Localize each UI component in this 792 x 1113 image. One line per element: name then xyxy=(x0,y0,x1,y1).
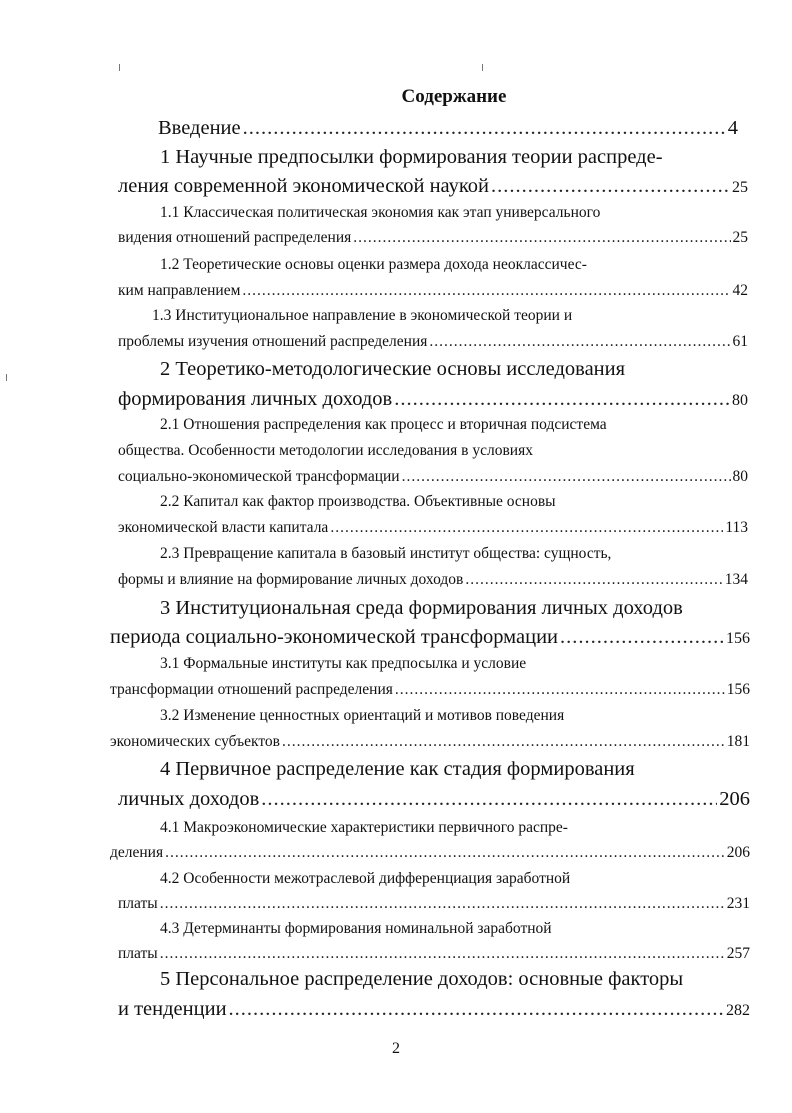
toc-entry-title: проблемы изучения отношений распределения xyxy=(118,333,428,350)
toc-entry-title: периода социально-экономической трансформации xyxy=(110,626,559,648)
toc-entry-title: ким направлением xyxy=(118,282,241,299)
toc-entry-title: общества. Особенности методологии исследования в условиях xyxy=(118,442,533,459)
toc-entry-title: видения отношений распределения xyxy=(118,229,352,246)
dot-leader xyxy=(243,118,726,139)
dot-leader xyxy=(160,896,725,912)
toc-page-number: 156 xyxy=(726,630,750,647)
toc-entry-title: 3.1 Формальные институты как предпосылка и условие xyxy=(160,655,527,672)
toc-entry-title: экономических субъектов xyxy=(110,733,280,750)
toc-entry-title: 3 Институциональная среда формирования личных доходов xyxy=(160,597,683,619)
toc-entry-title: 4 Первичное распределение как стадия формирования xyxy=(160,758,635,780)
dot-leader xyxy=(160,946,725,962)
page-number: 2 xyxy=(392,1040,400,1057)
toc-entry-title: Введение xyxy=(158,117,241,139)
toc-page-number: 25 xyxy=(732,229,748,246)
toc-entry-title: 2 Теоретико-методологические основы исследования xyxy=(160,358,626,380)
toc-page-number: 25 xyxy=(732,179,748,196)
toc-entry-title: 1.2 Теоретические основы оценки размера дохода неоклассичес- xyxy=(160,256,587,273)
toc-page-number: 113 xyxy=(725,519,748,536)
toc-entry-title: социально-экономической трансформации xyxy=(118,468,400,485)
dot-leader xyxy=(429,334,730,350)
toc-entry-title: 1.1 Классическая политическая экономия как этап универсального xyxy=(160,204,601,221)
dot-leader xyxy=(242,283,730,299)
dot-leader xyxy=(465,572,722,588)
toc-page-number: 257 xyxy=(726,945,750,962)
toc-page-number: 206 xyxy=(719,788,750,810)
toc-entry-title: трансформации отношений распределения xyxy=(110,681,393,698)
dot-leader xyxy=(560,627,724,648)
dot-leader xyxy=(330,520,723,536)
toc-page-number: 156 xyxy=(726,681,750,698)
toc-entry-title: платы xyxy=(118,895,158,912)
dot-leader xyxy=(491,176,730,197)
dot-leader xyxy=(261,789,717,810)
toc-entry-title: формы и влияние на формирование личных доходов xyxy=(118,571,464,588)
toc-page-number: 231 xyxy=(726,895,750,912)
toc-page-number: 80 xyxy=(732,468,748,485)
dot-leader xyxy=(165,845,725,861)
toc-entry-title: деления xyxy=(110,844,164,861)
dot-leader xyxy=(402,469,731,485)
toc-entry-title: 4.1 Макроэкономические характеристики первичного распре- xyxy=(160,819,568,836)
toc-page-number: 181 xyxy=(726,733,750,750)
dot-leader xyxy=(394,389,730,410)
toc-entry-title: и тенденции xyxy=(118,998,227,1020)
toc-entry-title: ления современной экономической наукой xyxy=(118,175,490,197)
toc-entry-title: 2.1 Отношения распределения как процесс и вторичная подсистема xyxy=(160,416,607,433)
toc-entry-title: 5 Персональное распределение доходов: основные факторы xyxy=(160,968,684,990)
toc-entry-title: 1 Научные предпосылки формирования теории распреде- xyxy=(160,146,663,168)
toc-entry-title: 4.2 Особенности межотраслевой дифференциация заработной xyxy=(160,870,571,887)
toc-entry-title: 3.2 Изменение ценностных ориентаций и мотивов поведения xyxy=(160,707,565,724)
toc-entry-title: 1.3 Институциональное направление в экономической теории и xyxy=(152,307,573,324)
toc-entry-title: 2.3 Превращение капитала в базовый институт общества: сущность, xyxy=(160,545,612,562)
dot-leader xyxy=(353,230,730,246)
toc-page-number: 206 xyxy=(726,844,750,861)
dot-leader xyxy=(229,999,724,1020)
toc-entry-title: 4.3 Детерминанты формирования номинальной заработной xyxy=(160,920,552,937)
toc-entry-title: экономической власти капитала xyxy=(118,519,329,536)
toc-page-number: 4 xyxy=(727,117,738,139)
toc-entry-title: личных доходов xyxy=(118,788,260,810)
toc-entry-title: 2.2 Капитал как фактор производства. Объективные основы xyxy=(160,493,556,510)
toc-page-number: 42 xyxy=(732,282,748,299)
page-title: Содержание xyxy=(401,86,507,107)
dot-leader xyxy=(395,682,725,698)
toc-entry-title: формирования личных доходов xyxy=(118,388,393,410)
toc-page-number: 282 xyxy=(726,1002,750,1019)
toc-entry-title: платы xyxy=(118,945,158,962)
toc-page-number: 80 xyxy=(732,392,748,409)
toc-page-number: 134 xyxy=(724,571,748,588)
toc-page-number: 61 xyxy=(732,333,748,350)
dot-leader xyxy=(282,734,725,750)
